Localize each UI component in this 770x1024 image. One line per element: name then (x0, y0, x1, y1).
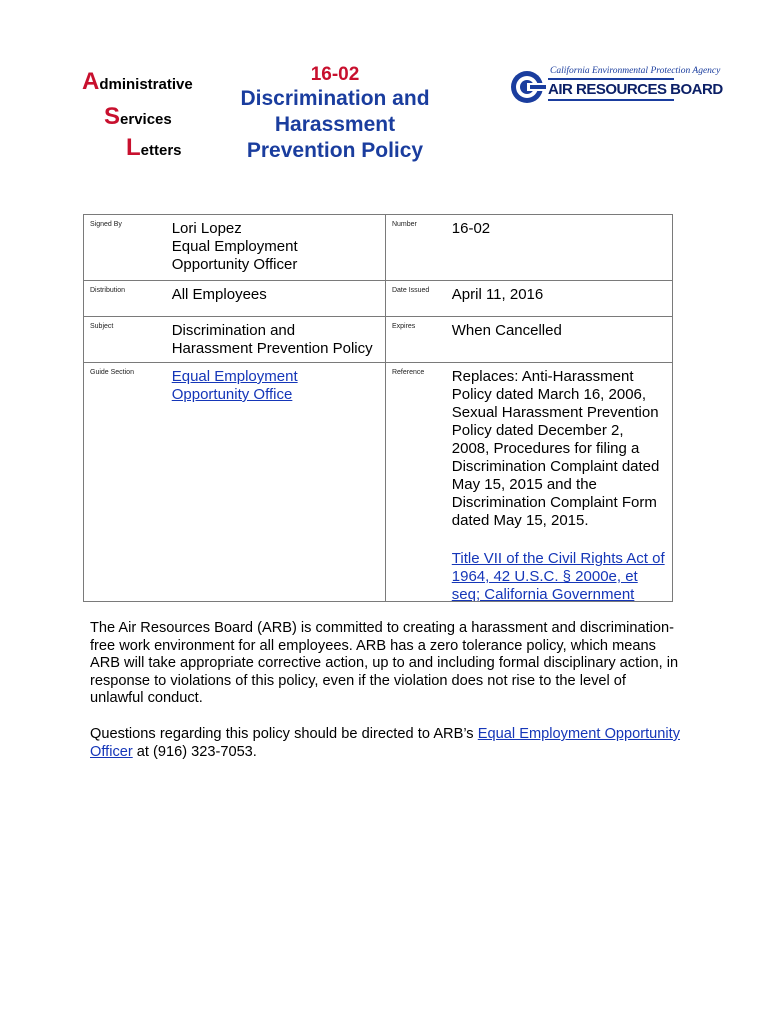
distribution-value: All Employees (171, 286, 267, 303)
reference-link[interactable]: 1964, 42 U.S.C. § 2000e, et (451, 568, 638, 585)
table-row (84, 317, 672, 363)
date-issued-label: Date Issued (385, 281, 447, 316)
arb-logo (510, 66, 723, 106)
table-row (84, 215, 672, 281)
reference-link[interactable]: Title VII of the Civil Rights Act of (451, 550, 665, 567)
guide-section-link[interactable]: Equal Employment (171, 368, 298, 385)
reference-line: Policy dated March 16, 2006, (451, 386, 647, 403)
signed-by-label: Signed By (90, 221, 122, 228)
reference-line: Discrimination Complaint Form (451, 494, 657, 511)
signed-by-line: Opportunity Officer (171, 256, 298, 273)
reference-link[interactable]: seq; California Government (451, 586, 635, 601)
signed-by-line: Lori Lopez (171, 220, 242, 237)
contact-text-after: at (916) 323-7053. (132, 743, 257, 760)
table-row (84, 363, 672, 601)
subject-line: Discrimination and (171, 322, 296, 339)
reference-line: May 15, 2015 and the (451, 476, 597, 493)
reference-line: Policy dated December 2, (451, 422, 624, 439)
asl-initial-l: L (126, 134, 141, 161)
reference-label: Reference (385, 363, 447, 601)
asl-letters (126, 134, 182, 162)
reference-spacer (452, 530, 668, 550)
guide-section-value (167, 363, 385, 601)
distribution-label: Distribution (90, 287, 126, 294)
title-line-2: Harassment (274, 113, 396, 136)
signed-by-line: Equal Employment (171, 238, 298, 255)
signed-by-value (167, 215, 385, 280)
reference-line: 2008, Procedures for filing a (451, 440, 640, 457)
logo-rule-bottom (548, 99, 674, 101)
guide-section-link[interactable]: Opportunity Office (171, 386, 293, 403)
asl-services (104, 103, 172, 131)
document-title (210, 64, 460, 164)
title-line-3: Prevention Policy (246, 139, 424, 162)
date-issued-value: April 11, 2016 (451, 286, 544, 303)
number-label: Number (385, 215, 447, 280)
asl-rest-s: ervices (120, 111, 172, 128)
subject-label: Subject (90, 323, 114, 330)
policy-paragraph: The Air Resources Board (ARB) is committed to creating a harassment and discrimination-free work environment for all employees. ARB has a zero tolerance policy, which means ARB will take appropriate corrective action, up to and including formal disciplinary action, in response to violations of this policy, even if the violation does not rise to the level of unlawful conduct. (90, 620, 679, 707)
asl-administrative (82, 68, 193, 96)
contact-paragraph (90, 726, 680, 761)
number-value: 16-02 (451, 220, 491, 237)
info-table (83, 214, 673, 602)
subject-value (167, 317, 385, 362)
contact-text-before: Questions regarding this policy should be directed to ARB’s (90, 726, 478, 742)
guide-section-label: Guide Section (90, 369, 134, 376)
expires-label: Expires (385, 317, 447, 362)
reference-line: dated May 15, 2015. (451, 512, 589, 529)
title-line-1: Discrimination and (240, 87, 430, 110)
asl-initial-s: S (104, 103, 121, 130)
reference-line: Discrimination Complaint dated (451, 458, 660, 475)
reference-line: Replaces: Anti-Harassment (451, 368, 634, 385)
logo-name: AIR RESOURCES BOARD (548, 81, 723, 98)
asl-rest-l: etters (140, 142, 182, 159)
title-number: 16-02 (310, 64, 360, 85)
asl-rest-a: dministrative (99, 76, 193, 93)
asl-initial-a: A (82, 68, 100, 95)
reference-line: Sexual Harassment Prevention (451, 404, 659, 421)
eeo-officer-link[interactable]: Equal Employment Opportunity Officer (90, 726, 681, 760)
table-row (84, 281, 672, 317)
logo-rule-top (548, 78, 674, 80)
expires-value: When Cancelled (451, 322, 562, 339)
reference-value (447, 363, 672, 601)
arb-emblem-icon (510, 68, 546, 106)
subject-line: Harassment Prevention Policy (171, 340, 373, 357)
logo-agency: California Environmental Protection Agency (550, 66, 721, 76)
